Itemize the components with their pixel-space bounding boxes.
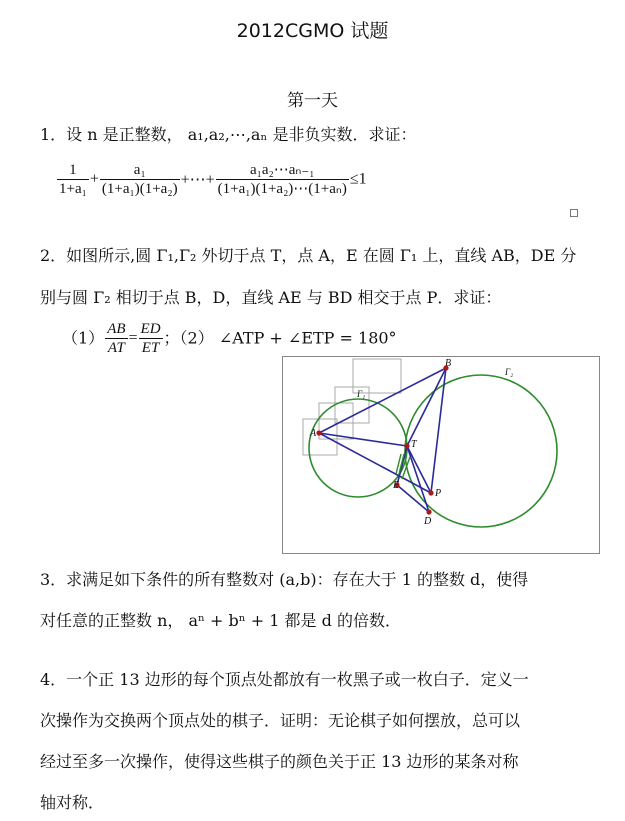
- ratio-ab-at: [105, 320, 127, 357]
- ratio-ed-numerator: ED: [140, 321, 161, 337]
- ratio-et-denominator: ET: [141, 340, 160, 356]
- label-b: B: [445, 358, 452, 369]
- line-bp: [431, 368, 446, 493]
- ratio-at-denominator: AT: [107, 340, 125, 356]
- problem-2-claims: [62, 320, 397, 357]
- problem-2-line-1: 2．如图所示,圆 Γ₁,Γ₂ 外切于点 T，点 A，E 在圆 Γ₁ 上，直线 AB，DE 分: [40, 246, 577, 265]
- ellipsis-sum: +⋯+: [180, 171, 215, 189]
- fraction-2-numerator: a₁: [100, 161, 180, 180]
- ratio-ab-numerator: AB: [107, 321, 126, 337]
- inequality-relation: ≤1: [349, 170, 367, 188]
- label-t: T: [411, 439, 417, 450]
- day-heading: 第一天: [287, 91, 338, 111]
- line-ab: [319, 368, 446, 433]
- geometry-figure: [282, 356, 600, 554]
- problem-4-line-2: 次操作为交换两个顶点处的棋子．证明：无论棋子如何摆放，总可以: [40, 711, 521, 730]
- label-p: P: [435, 488, 442, 499]
- equals-sign: =: [128, 329, 138, 347]
- fraction-3-numerator: a₁a₂⋯aₙ₋₁: [216, 161, 349, 180]
- point-a: [316, 430, 321, 435]
- geometry-figure-svg: [283, 357, 599, 553]
- line-bt: [407, 368, 446, 446]
- fraction-3: [216, 161, 349, 198]
- plus-sign: +: [89, 170, 99, 188]
- problem-4-line-4: 轴对称．: [40, 793, 105, 812]
- fraction-1-numerator: 1: [57, 161, 89, 180]
- editor-handle-box: [303, 419, 337, 455]
- point-t: [404, 443, 409, 448]
- problem-2-line-2: 别与圆 Γ₂ 相切于点 B，D，直线 AE 与 BD 相交于点 P．求证：: [40, 288, 502, 307]
- problem-4-line-3: 经过至多一次操作，使得这些棋子的颜色关于正 13 边形的某条对称: [40, 752, 519, 771]
- ratio-ed-et: [139, 320, 163, 357]
- fraction-1-denominator: 1+a₁: [59, 181, 87, 197]
- part-2-statement: ；（2） ∠ATP + ∠ETP = 180°: [163, 328, 397, 348]
- problem-4-line-1: 4．一个正 13 边形的每个顶点处都放有一枚黑子或一枚白子．定义一: [40, 670, 529, 689]
- fraction-2: [100, 161, 180, 198]
- part-1-label: （1）: [62, 328, 105, 348]
- label-d: D: [424, 516, 432, 527]
- square-marker-icon: [570, 209, 578, 217]
- problem-3-line-1: 3．求满足如下条件的所有整数对 (a,b)：存在大于 1 的整数 d，使得: [40, 570, 529, 589]
- page-title: 2012CGMO 试题: [236, 20, 389, 42]
- point-p: [428, 490, 433, 495]
- problem-3-line-2: 对任意的正整数 n， aⁿ + bⁿ + 1 都是 d 的倍数．: [40, 611, 401, 630]
- editor-handle-box: [353, 359, 401, 393]
- fraction-3-denominator: (1+a₁)(1+a₂)⋯(1+aₙ): [217, 181, 347, 197]
- circle-gamma-2: [405, 375, 557, 527]
- label-a: A: [310, 428, 317, 439]
- point-labels: [309, 358, 513, 527]
- problem-1-statement: 1．设 n 是正整数， a₁,a₂,⋯,aₙ 是非负实数．求证：: [40, 125, 417, 144]
- fraction-2-denominator: (1+a₁)(1+a₂): [101, 181, 178, 197]
- label-gamma-1: Γ₁: [357, 389, 366, 399]
- editor-handles: [303, 359, 401, 455]
- label-gamma-2: Γ₂: [505, 367, 514, 377]
- label-e: E: [393, 480, 400, 491]
- fraction-1: [57, 161, 89, 198]
- point-d: [426, 509, 431, 514]
- problem-1-inequality: [56, 161, 367, 198]
